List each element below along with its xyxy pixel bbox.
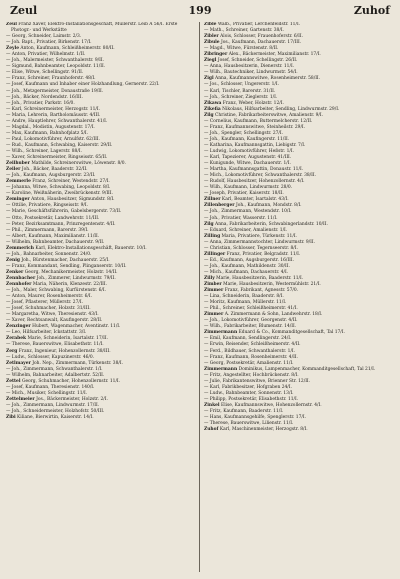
entry-surname: Zigl bbox=[204, 76, 214, 82]
entry-details: — Otto, Postsekretär, Landwehrstr. 11/III. bbox=[6, 215, 100, 221]
entry-details: — Franz, Kommandant, Sendling, Plinganserstr. 10/II. bbox=[6, 263, 127, 269]
entry-surname: Zettel bbox=[6, 378, 21, 384]
entry-details: — Emil, Kaufmann, Sendlingerstr. 24/I. bbox=[204, 336, 292, 342]
entry-details: — Joh., Spengler, Schellingstr. 27/I. bbox=[204, 130, 284, 136]
entry-surname: Zemmerich bbox=[6, 245, 34, 251]
entry-details: Josef, Schneider, Schellingstr. 26/II. bbox=[217, 58, 298, 64]
entry-details: Franz, Fabrikant, Agnesstr. 57/0. bbox=[224, 288, 299, 294]
entry-details: Georg, Mechanikermeister, Holzstr. 14/II. bbox=[24, 269, 118, 275]
entry-details: — Martha, Kaufmannsgattin, Donaustr. 11/I. bbox=[204, 167, 304, 173]
entry-surname: Zennbacher bbox=[6, 275, 36, 281]
entry-details: — Anton, Maurer, Rosenheimerstr. 6/I. bbox=[6, 294, 93, 300]
entry-details: Maria, Privatiere, Türkenstr. 11/I. bbox=[221, 233, 297, 239]
entry-details: — Ferd., Bildhauer, Schwanthalerstr. 1/I. bbox=[204, 348, 296, 354]
entry-details: — Wilh., Bautechniker, Lindwurmstr. 54/I. bbox=[204, 70, 298, 76]
entry-details: — Phil., Schreiner, Schleißheimerstr. 41/I. bbox=[204, 306, 298, 312]
entry-details: — Eduard, Schreiner, Amalienstr. 1/I. bbox=[204, 227, 288, 233]
entry-details: — Lina, Schneiderin, Baaderstr. 8/I. bbox=[204, 294, 284, 300]
entry-surname: Zenker bbox=[6, 269, 24, 275]
entry-details: — Karl, Tischler, Barerstr. 31/II. bbox=[204, 88, 276, 94]
entry-details: Karl, Beamter, Isartalstr. 43/I. bbox=[221, 197, 289, 203]
entry-details: — Magd., Witwe, Fürstenstr. 8/II. bbox=[204, 46, 279, 52]
entry-details: — Erwin, Reisender, Schleißheimerstr. 4/II. bbox=[204, 342, 301, 348]
entry-details: — Joh., Zimmermann, Lindwurmstr. 17/II. bbox=[6, 402, 100, 408]
entry-details: — Fritz, Angestellter, Hochbrückenstr. 8/I. bbox=[204, 372, 299, 378]
entry-details: — Anton, Privatier, Wilhelmstr. 1/II. bbox=[6, 52, 86, 58]
entry-surname: Zilg bbox=[204, 221, 214, 227]
header-first-name: Zeul bbox=[10, 4, 38, 17]
entry-details: — Mich., Kaufmann, Dachauerstr. 4/I. bbox=[204, 269, 289, 275]
entry-details: — Therese, Bauerswitwe, Lilienstr. 11/I. bbox=[204, 421, 294, 427]
entry-surname: Zibule bbox=[204, 40, 220, 46]
entry-surname: Zenig bbox=[6, 257, 20, 263]
entry-details: — Joh., Maler, Schwabing, Kurfürstenstr. 6/I. bbox=[6, 288, 106, 294]
left-column bbox=[6, 22, 194, 574]
entry-details: — Elise, Witwe, Schellingstr. 91/II. bbox=[6, 70, 84, 76]
entry-details: — Peter, Bezirksamtmann, Prinzregentenstr. 4/II. bbox=[6, 221, 116, 227]
entry-details: — Xaver, Schreinermeister, Ringseisstr. 65/II. bbox=[6, 155, 108, 161]
entry-surname: Zeul bbox=[6, 22, 17, 27]
directory-entry bbox=[6, 415, 194, 421]
entry-details: — Joh., Schreiner, Zieglerstr. 1/I. bbox=[204, 94, 278, 100]
entry-details: — Hans, Kaufmannsgehilfe, Spenglerstr. 17/I. bbox=[204, 415, 306, 421]
page-number: 199 bbox=[188, 4, 212, 17]
entry-details: Marie, Schneiderin, Isartalstr. 17/II. bbox=[27, 336, 108, 342]
entry-surname: Zeiler bbox=[6, 167, 21, 173]
entry-details: — Joh., Privatier, Parkstr. 16/0. bbox=[6, 100, 75, 106]
entry-details: — Joseph, Privatier, Kaiserstr. 18/II. bbox=[204, 191, 284, 197]
entry-details: — Jos., Schlosser, Ungererstr. 1/I. bbox=[204, 82, 280, 88]
entry-surname: Zilly bbox=[204, 275, 215, 281]
entry-details: — Joh., Metzgermeister, Donaustraße 19/II. bbox=[6, 88, 104, 94]
entry-surname: Zibringer bbox=[204, 52, 228, 58]
header-last-name: Zuhof bbox=[353, 4, 390, 17]
entry-surname: Zimmermann bbox=[204, 366, 238, 372]
entry-details: — Joh., Schneidermeister, Holzhofstr. 50/III. bbox=[6, 409, 105, 414]
entry-details: Mathilde, Schreinerswitwe, Löwenstr. 8/0. bbox=[31, 161, 126, 167]
entry-details: — Georg, Schneider, Laimstr. 2/3. bbox=[6, 34, 82, 40]
entry-details: Maria, Näherin, Klenzestr. 22/III. bbox=[32, 282, 108, 288]
entry-details: Joh., Zimmerer, Lindwurmstr. 79/II. bbox=[36, 275, 116, 281]
entry-details: Joh., Bäcker, Baaderstr. 32/II. bbox=[21, 167, 88, 173]
entry-details: — Franz, Kaufmannswitwe, Steinheilstr. 29/I. bbox=[204, 124, 306, 130]
entry-details: Georg, Schuhmacher, Hohenzollernstr. 11/I. bbox=[21, 378, 121, 384]
entry-details: Joh. Nep., Zimmermann, Türkenstr. 38/I. bbox=[32, 360, 123, 366]
entry-surname: Ziegl bbox=[204, 58, 217, 64]
entry-details: Anton, Kaufmann, Schleißheimerstr. 80/II. bbox=[20, 46, 115, 52]
entry-details: — Ludw., Bahnbeamter, Sonnenstr. 13/I. bbox=[204, 390, 294, 396]
entry-details: — Xaver, Rechtsanwalt, Kaufingerstr. 28/II. bbox=[6, 318, 103, 324]
entry-details: — Karl, Tapezierer, Augustenstr. 41/III. bbox=[204, 155, 292, 161]
entry-details: Jos., Kaufmann, Dachauerstr. 17/III. bbox=[221, 40, 302, 46]
entry-details: — Joh., Kaufmann, Augsburgerstr. 23/II. bbox=[6, 173, 96, 179]
entry-surname: Zeilhuber bbox=[6, 161, 30, 167]
entry-details: — Therese, Bauerswitwe, Elisabethstr. 11/I. bbox=[6, 342, 104, 348]
entry-details: — Joh. Bapt., Privatier, Birkenstr. 17/I. bbox=[6, 40, 92, 46]
entry-details: Elise, Kaufmannswitwe, Hohenzollernstr. 4/I. bbox=[220, 402, 322, 408]
entry-details: Kiliane, Bierwirtin, Kaiserstr. 14/I. bbox=[17, 415, 94, 421]
entry-details: Anna, Fabrikarbeiterin, Schwabingerlandstr. 10/II. bbox=[215, 221, 328, 227]
entry-details: — Math., Schreiner, Gartenstr. 38/I. bbox=[204, 28, 284, 34]
entry-details: Alex., Bäckermeister, Maximilianstr. 17/I. bbox=[228, 52, 321, 58]
entry-surname: Zetlmayer bbox=[6, 360, 31, 366]
entry-details: — Georg, Postsekretär, Amalienstr. 11/I. bbox=[204, 360, 294, 366]
entry-details: A. Zimmermann & Sohn, Landwehrstr. 18/I. bbox=[224, 312, 323, 318]
entry-details: — Karoline, Weißnäherin, Zweibrückenstr. 9/III. bbox=[6, 191, 113, 197]
entry-details: — Franz, Kaufmann, Rosenheimerstr. 4/II. bbox=[204, 354, 298, 360]
entry-details: — Joh., Lokomotivführer, Georgenstr. 4/II. bbox=[204, 318, 298, 324]
entry-details: Christine, Fabrikarbeiterswitwe, Amalienstr. 9/I. bbox=[215, 112, 324, 118]
directory-entry bbox=[204, 427, 392, 433]
entry-details: — Rud., Kaufmann, Schwabing, Kaiserstr. 29/II. bbox=[6, 142, 113, 148]
entry-details: Anna, Kaufmannswitwe, Rosenheimerstr. 58/II. bbox=[215, 76, 321, 82]
entry-details: — Magdal., Modistin, Augustenstr. 17/I. bbox=[6, 124, 95, 130]
entry-details: — Wilh., Schreiner, Lagerstr. 88/I. bbox=[6, 148, 82, 154]
entry-surname: Zilg bbox=[204, 112, 214, 118]
entry-surname: Zerg bbox=[6, 348, 18, 354]
directory-entry bbox=[6, 22, 194, 34]
entry-details: — Josef, Kaufmann und Inhaber einer Holzhandlung, Gernerstr. 22/I. bbox=[6, 82, 160, 88]
entry-details: — Cornelius, Kaufmann, Buttermelcherstr. 12/II. bbox=[204, 118, 313, 124]
entry-surname: Zillenberger bbox=[204, 203, 235, 209]
entry-details: — Wilh., Kaufmann, Lindwurmstr. 28/0. bbox=[204, 185, 293, 191]
entry-details: — Ottilie, Privatiere, Ringseisstr. 9/I. bbox=[6, 203, 89, 209]
entry-details: Dominikus, Lampenmacher, Kommanditgesellschaft, Tal 21/I. bbox=[238, 366, 376, 372]
entry-details: — Josef, Schuhmacher, Holzstr. 31/III. bbox=[6, 306, 91, 312]
entry-details: — Katharina, Kaufmannsgattin, Liebigstr. 7/I. bbox=[204, 142, 306, 148]
entry-details: — Albert, Kaufmann, Maximilianstr. 11/II. bbox=[6, 233, 100, 239]
entry-surname: Zimmermann bbox=[204, 330, 238, 336]
entry-details: — Paul, Lokomotivführer, Arnulfstr. 62/III. bbox=[6, 136, 100, 142]
entry-details: Jos., Bäckermeister, Holzstr. 2/I. bbox=[36, 396, 108, 402]
entry-details: — Wilh., Fabrikarbeiter, Blumenstr. 14/II. bbox=[204, 324, 297, 330]
entry-details: — Josef, Pflasterer, Müllerstr. 27/I. bbox=[6, 300, 83, 306]
entry-details: — Marie, Geschäftsführerin, Gabelsbergerstr. 73/II. bbox=[6, 209, 122, 215]
entry-details: — Wilhelm, Bahnarbeiter, Adalbertstr. 52/II. bbox=[6, 372, 105, 378]
entry-surname: Zuhof bbox=[204, 427, 219, 433]
entry-details: — Kunigunde, Witwe, Dachauerstr. 1/I. bbox=[204, 161, 291, 167]
entry-surname: Zikefia bbox=[204, 106, 221, 112]
entry-details: — Maria, Lehrerin, Bartholomäusstr. 4/III. bbox=[6, 112, 101, 118]
entry-details: Walb., Privatier, Lerchenfeldstr. 11/I. bbox=[217, 22, 301, 27]
entry-surname: Zemmerle bbox=[6, 179, 31, 185]
right-column bbox=[204, 22, 392, 574]
entry-details: Franz Xaver, Elektro-Installationsgeschäft, Müllerstr. Leib A 56/I. Erste Photogr.- und Werkstätte bbox=[11, 22, 178, 34]
entry-details: — Johanna, Witwe, Schwabing, Leopoldstr. 8/I. bbox=[6, 185, 111, 191]
entry-details: — Phil., Zimmermann, Barerstr. 39/I. bbox=[6, 227, 89, 233]
entry-details: — Joh., Bäcker, Nordendstr. 16/III. bbox=[6, 94, 83, 100]
page-header bbox=[10, 4, 390, 20]
entry-details: Karl, Maschinenmeister, Herzogstr. 8/I. bbox=[219, 427, 308, 433]
entry-surname: Zillner bbox=[204, 197, 221, 203]
column-divider bbox=[199, 22, 200, 572]
entry-details: — Leo, Hilfsarbeiter, Ickstattstr. 3/I. bbox=[6, 330, 87, 336]
entry-surname: Zennhofer bbox=[6, 282, 32, 288]
entry-surname: Zimmer bbox=[204, 288, 224, 294]
entry-details: — Julie, Fabrikantenswitwe, Brienner Str. 12/II. bbox=[204, 378, 311, 384]
entry-details: — Joh., Bahnarbeiter, Sonnenstr. 24/0. bbox=[6, 251, 92, 257]
entry-surname: Zilling bbox=[204, 233, 221, 239]
entry-details: Marie, Hausbesitzerin, Baaderstr. 11/I. bbox=[216, 275, 304, 281]
entry-details: Franz, Ingenieur, Hohenzollernstr. 38/III. bbox=[18, 348, 111, 354]
entry-details: Marie, Hausbesitzerin, Westermühlstr. 21/I. bbox=[223, 282, 321, 288]
entry-details: Franz, Schreiner, Westendstr. 27/I. bbox=[32, 179, 110, 185]
entry-details: — Joh., Kaufmann, Kaufingerstr. 11/II. bbox=[204, 136, 290, 142]
entry-details: — Karl, Fabrikbesitzer, Hofgraben 24/I. bbox=[204, 384, 292, 390]
entry-details: Eduard & Co., Kommanditgesellschaft, Tal 17/I. bbox=[238, 330, 345, 336]
entry-details: — Ludwig, Lokomotivführer, Heßstr. 1/I. bbox=[204, 148, 294, 154]
entry-details: — Anna, Hausbesitzerin, Dienerstr. 11/I. bbox=[204, 64, 295, 70]
entry-details: Karl, Elektro-Installationsgeschäft, Bauerstr. 10/I. bbox=[35, 245, 147, 251]
entry-details: — Joh., Privatier, Wasserstr. 11/I. bbox=[204, 215, 278, 221]
entry-details: — Margaretha, Witwe, Theresienstr. 43/I. bbox=[6, 312, 99, 318]
entry-surname: Zinkel bbox=[204, 402, 220, 408]
entry-details: — Joh., Zimmermann, Westendstr. 10/I. bbox=[204, 209, 292, 215]
entry-details: Joh., Bürstenmacher, Dachauerstr. 25/I. bbox=[21, 257, 110, 263]
entry-details: — Fritz, Kaufmann, Baaderstr. 11/I. bbox=[204, 409, 284, 414]
entry-details: — Anna, Zimmermannstochter, Lindwurmstr. 9/II. bbox=[204, 239, 316, 245]
entry-details: — Josef, Kaufmann, Theresienstr. 140/I. bbox=[6, 384, 95, 390]
entry-surname: Zimmer bbox=[204, 312, 224, 318]
entry-details: Joh., Kaufmann, Mondstr. 8/I. bbox=[235, 203, 302, 209]
entry-details: — Philipp, Postsekretär, Elisabethstr. 11/I. bbox=[204, 396, 299, 402]
entry-details: — Christian, Schlosser, Tegernseerstr. 8/I. bbox=[204, 245, 298, 251]
entry-details: — Sigmund, Bahnbeamter, Leopoldstr. 11/II. bbox=[6, 64, 106, 70]
entry-details: — Ed., Kaufmann, Augsburgerstr. 16/III. bbox=[204, 257, 294, 263]
entry-details: — Mich., Lokomotivführer, Schwanthalerstr. 38/II. bbox=[204, 173, 317, 179]
entry-surname: Zeyle bbox=[6, 46, 20, 52]
entry-details: — Andre, Hauptlehrer, Schwanthalerstr. 41/I. bbox=[6, 118, 108, 124]
entry-details: Alois, Schlosser, Frauenhoferstr. 6/II. bbox=[220, 34, 304, 40]
entry-details: Hubert, Wagenmacher, Aventinstr. 11/I. bbox=[32, 324, 121, 330]
entry-surname: Zimber bbox=[204, 282, 222, 288]
entry-details: — Joh., Malermeister, Schwanthalerstr. 9/II. bbox=[6, 58, 104, 64]
entry-surname: Zenzinger bbox=[6, 324, 31, 330]
entry-surname: Zibler bbox=[204, 34, 219, 40]
entry-details: — Max, Kaufmann, Bahnhofplatz 5/I. bbox=[6, 130, 89, 136]
entry-details: — Ludw., Schlosser, Kapuzinerstr. 46/0. bbox=[6, 354, 95, 360]
entry-surname: Zikawa bbox=[204, 100, 222, 106]
entry-details: Nikolaus, Hilfsarbeiter, Sendling, Lindwurmstr. 29/I. bbox=[222, 106, 340, 112]
entry-details: Franz, Privatier, Belgradstr. 11/I. bbox=[226, 251, 301, 257]
entry-details: — Karl, Schreinermeister, Herzogstr. 11/I. bbox=[6, 106, 101, 112]
entry-details: — Joh., Zimmermann, Schwanthalerstr. 1/I. bbox=[6, 366, 103, 372]
entry-details: — Moritz, Kaufmann, Müllerstr. 11/I. bbox=[204, 300, 287, 306]
entry-surname: Zible bbox=[204, 22, 217, 27]
entry-details: — Wilhelm, Bahnbeamter, Dachauerstr. 9/II. bbox=[6, 239, 105, 245]
entry-surname: Zettelmeier bbox=[6, 396, 35, 402]
entry-details: — Mich., Musiker, Schellingstr. 11/I. bbox=[6, 390, 88, 396]
entry-details: Franz, Weber, Holzstr. 12/I. bbox=[222, 100, 284, 106]
entry-surname: Zibi bbox=[6, 415, 16, 421]
entry-surname: Zillinger bbox=[204, 251, 226, 257]
entry-details: — Rudolf, Hausbesitzer, Hohenzollernstr. 4/I. bbox=[204, 179, 305, 185]
entry-details: — Franz, Schreiner, Fraunhoferstr. 48/I. bbox=[6, 76, 96, 82]
entry-details: Anton, Hausbesitzer, Sigmundstr. 8/I. bbox=[31, 197, 115, 203]
entry-surname: Zeminger bbox=[6, 197, 30, 203]
entry-details: — Joh., Kaufmann, Mathildenstr. 30/II. bbox=[204, 263, 290, 269]
entry-surname: Zerabek bbox=[6, 336, 27, 342]
